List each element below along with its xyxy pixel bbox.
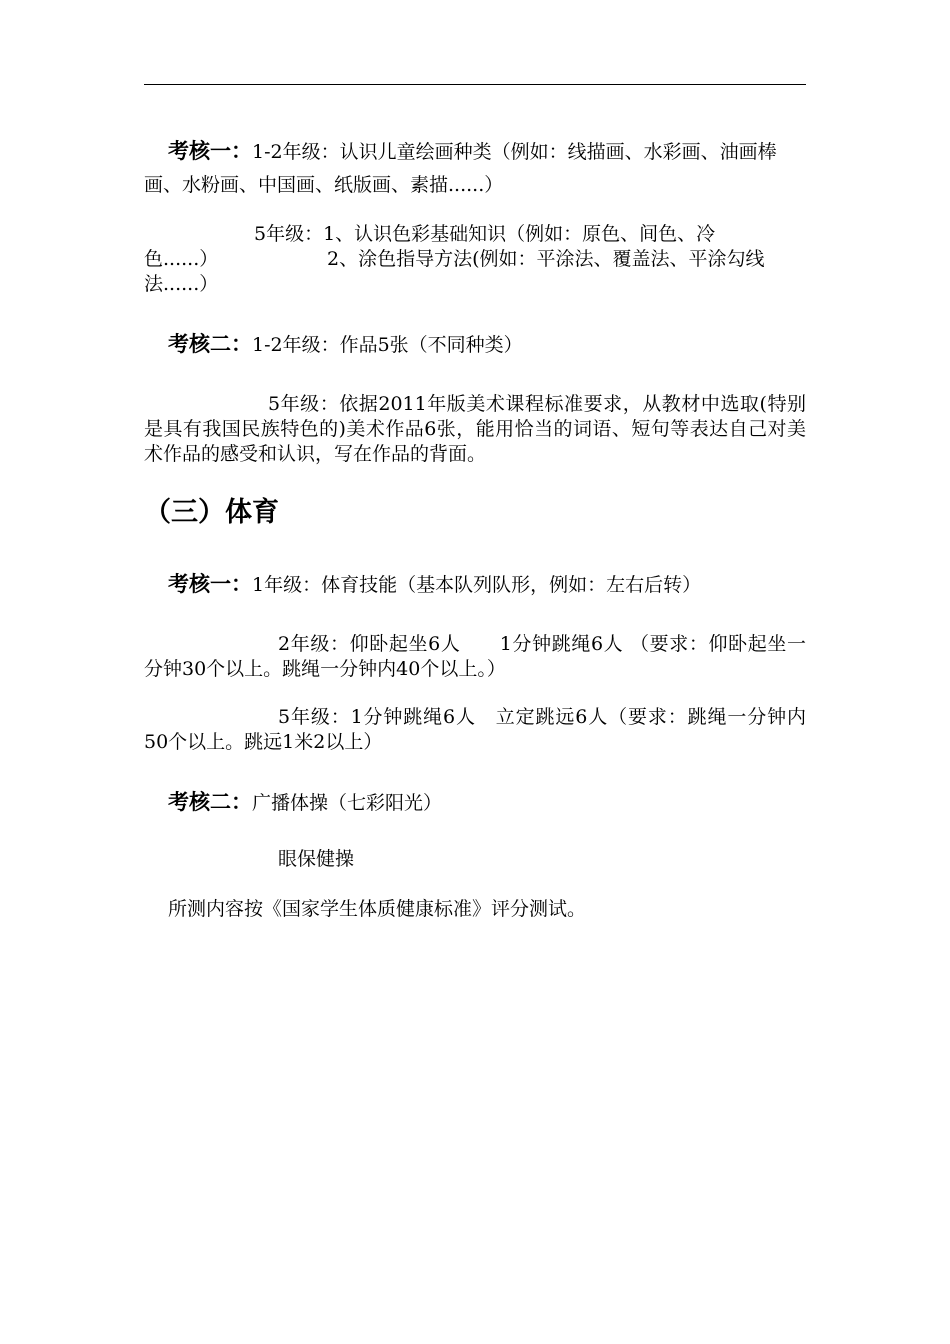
pe-exam2-item1-text: 广播体操（七彩阳光） bbox=[252, 792, 443, 814]
art-exam1-label: 考核一： bbox=[168, 139, 252, 163]
art-exam1-grade5-line3: 法......） bbox=[144, 273, 219, 295]
art-exam1-grade5-line1: 5年级：1、认识色彩基础知识（例如：原色、间色、冷 bbox=[254, 223, 716, 245]
pe-exam2-item2: 眼保健操 bbox=[278, 848, 355, 870]
pe-heading: （三）体育 bbox=[144, 497, 279, 528]
art-exam2-grade12 bbox=[144, 328, 806, 362]
art-exam1-grade5-line2a: 色......） bbox=[144, 248, 219, 270]
pe-exam1-grade1 bbox=[144, 568, 806, 602]
art-exam1-grade5-line2 bbox=[144, 247, 806, 272]
pe-exam1-grade2: 2年级：仰卧起坐6人 1分钟跳绳6人 （要求：仰卧起坐一分钟30个以上。跳绳一分钟内40个以上。） bbox=[144, 633, 806, 680]
art-exam1-grade12-text: 1-2年级：认识儿童绘画种类（例如：线描画、水彩画、油画棒画、水粉画、中国画、纸版画、素描......） bbox=[144, 141, 777, 196]
pe-exam1-grade5: 5年级：1分钟跳绳6人 立定跳远6人（要求：跳绳一分钟内50个以上。跳远1米2以上） bbox=[144, 706, 806, 753]
art-exam1-grade5 bbox=[144, 222, 806, 297]
art-exam1-grade5-line2b: 2、涂色指导方法(例如：平涂法、覆盖法、平涂勾线 bbox=[327, 248, 765, 270]
pe-note: 所测内容按《国家学生体质健康标准》评分测试。 bbox=[168, 898, 587, 920]
art-exam2-grade5: 5年级：依据2011年版美术课程标准要求，从教材中选取(特别是具有我国民族特色的)美术作品6张，能用恰当的词语、短句等表达自己对美术作品的感受和认识，写在作品的背面。 bbox=[144, 393, 806, 465]
pe-exam2-item1 bbox=[144, 786, 806, 820]
art-exam1-grade12 bbox=[144, 135, 806, 202]
pe-exam1-grade1-text: 1年级：体育技能（基本队列队形，例如：左右后转） bbox=[252, 574, 702, 596]
pe-exam2-label: 考核二： bbox=[168, 790, 252, 814]
header-rule bbox=[144, 84, 806, 85]
pe-exam1-label: 考核一： bbox=[168, 572, 252, 596]
art-exam2-label: 考核二： bbox=[168, 332, 252, 356]
art-exam2-grade12-text: 1-2年级：作品5张（不同种类） bbox=[252, 334, 523, 356]
